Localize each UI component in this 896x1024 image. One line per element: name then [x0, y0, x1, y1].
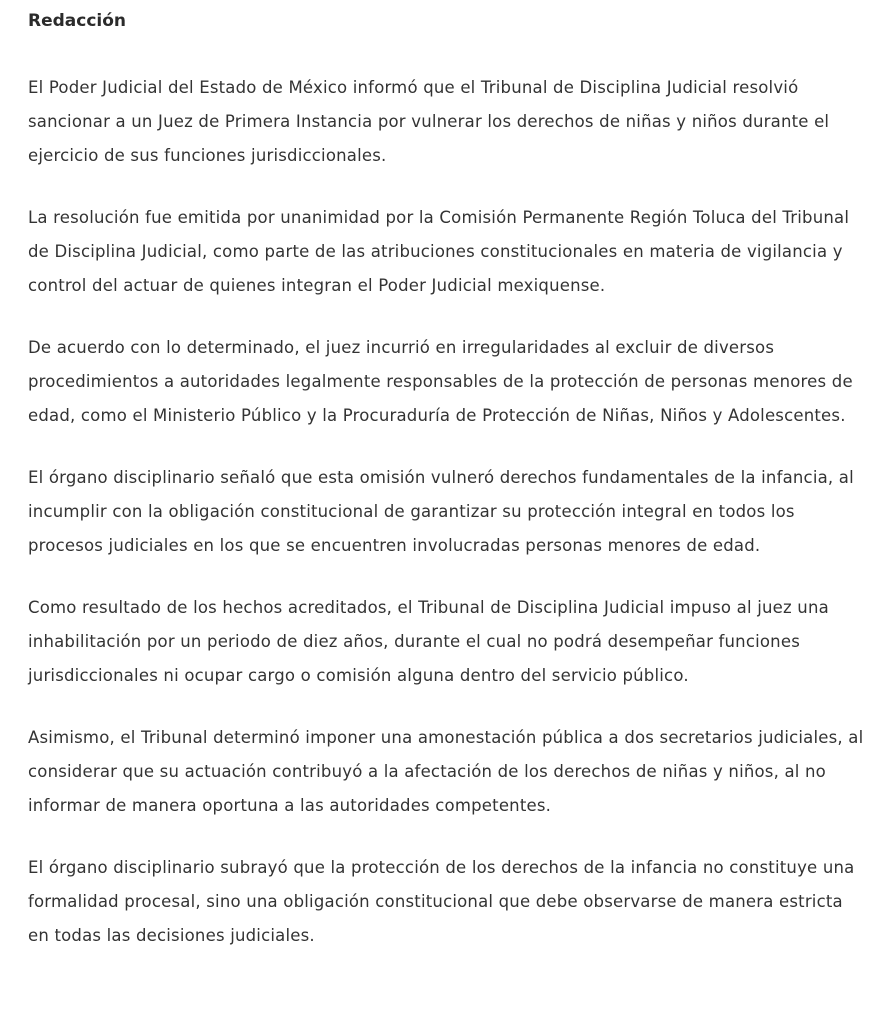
article-paragraph: Asimismo, el Tribunal determinó imponer una amonestación pública a dos secretarios judiciales, al considerar que su actuación contribuyó a la afectación de los derechos de niñas y niños, al no informar de manera oportuna a las autoridades competentes. [28, 728, 864, 815]
article-paragraph: El Poder Judicial del Estado de México informó que el Tribunal de Disciplina Judicial resolvió sancionar a un Juez de Primera Instancia por vulnerar los derechos de niñas y niños durante el ejercicio de sus funciones jurisdiccionales. [28, 78, 830, 165]
article-paragraph: La resolución fue emitida por unanimidad por la Comisión Permanente Región Toluca del Tribunal de Disciplina Judicial, como parte de las atribuciones constitucionales en materia de vigilancia y control del actuar de quienes integran el Poder Judicial mexiquense. [28, 208, 850, 295]
article-paragraph: El órgano disciplinario subrayó que la protección de los derechos de la infancia no constituye una formalidad procesal, sino una obligación constitucional que debe observarse de manera estricta en todas las decisiones judiciales. [28, 858, 855, 945]
article-paragraph: El órgano disciplinario señaló que esta omisión vulneró derechos fundamentales de la infancia, al incumplir con la obligación constitucional de garantizar su protección integral en todos los procesos judiciales en los que se encuentren involucradas personas menores de edad. [28, 468, 854, 555]
article-paragraph: De acuerdo con lo determinado, el juez incurrió en irregularidades al excluir de diversos procedimientos a autoridades legalmente responsables de la protección de personas menores de edad, como el Ministerio Público y la Procuraduría de Protección de Niñas, Niños y Adolescentes. [28, 338, 853, 425]
article-paragraph: Como resultado de los hechos acreditados, el Tribunal de Disciplina Judicial impuso al juez una inhabilitación por un periodo de diez años, durante el cual no podrá desempeñar funciones jurisdiccionales ni ocupar cargo o comisión alguna dentro del servicio público. [28, 598, 829, 685]
article-byline: Redacción [28, 11, 127, 31]
